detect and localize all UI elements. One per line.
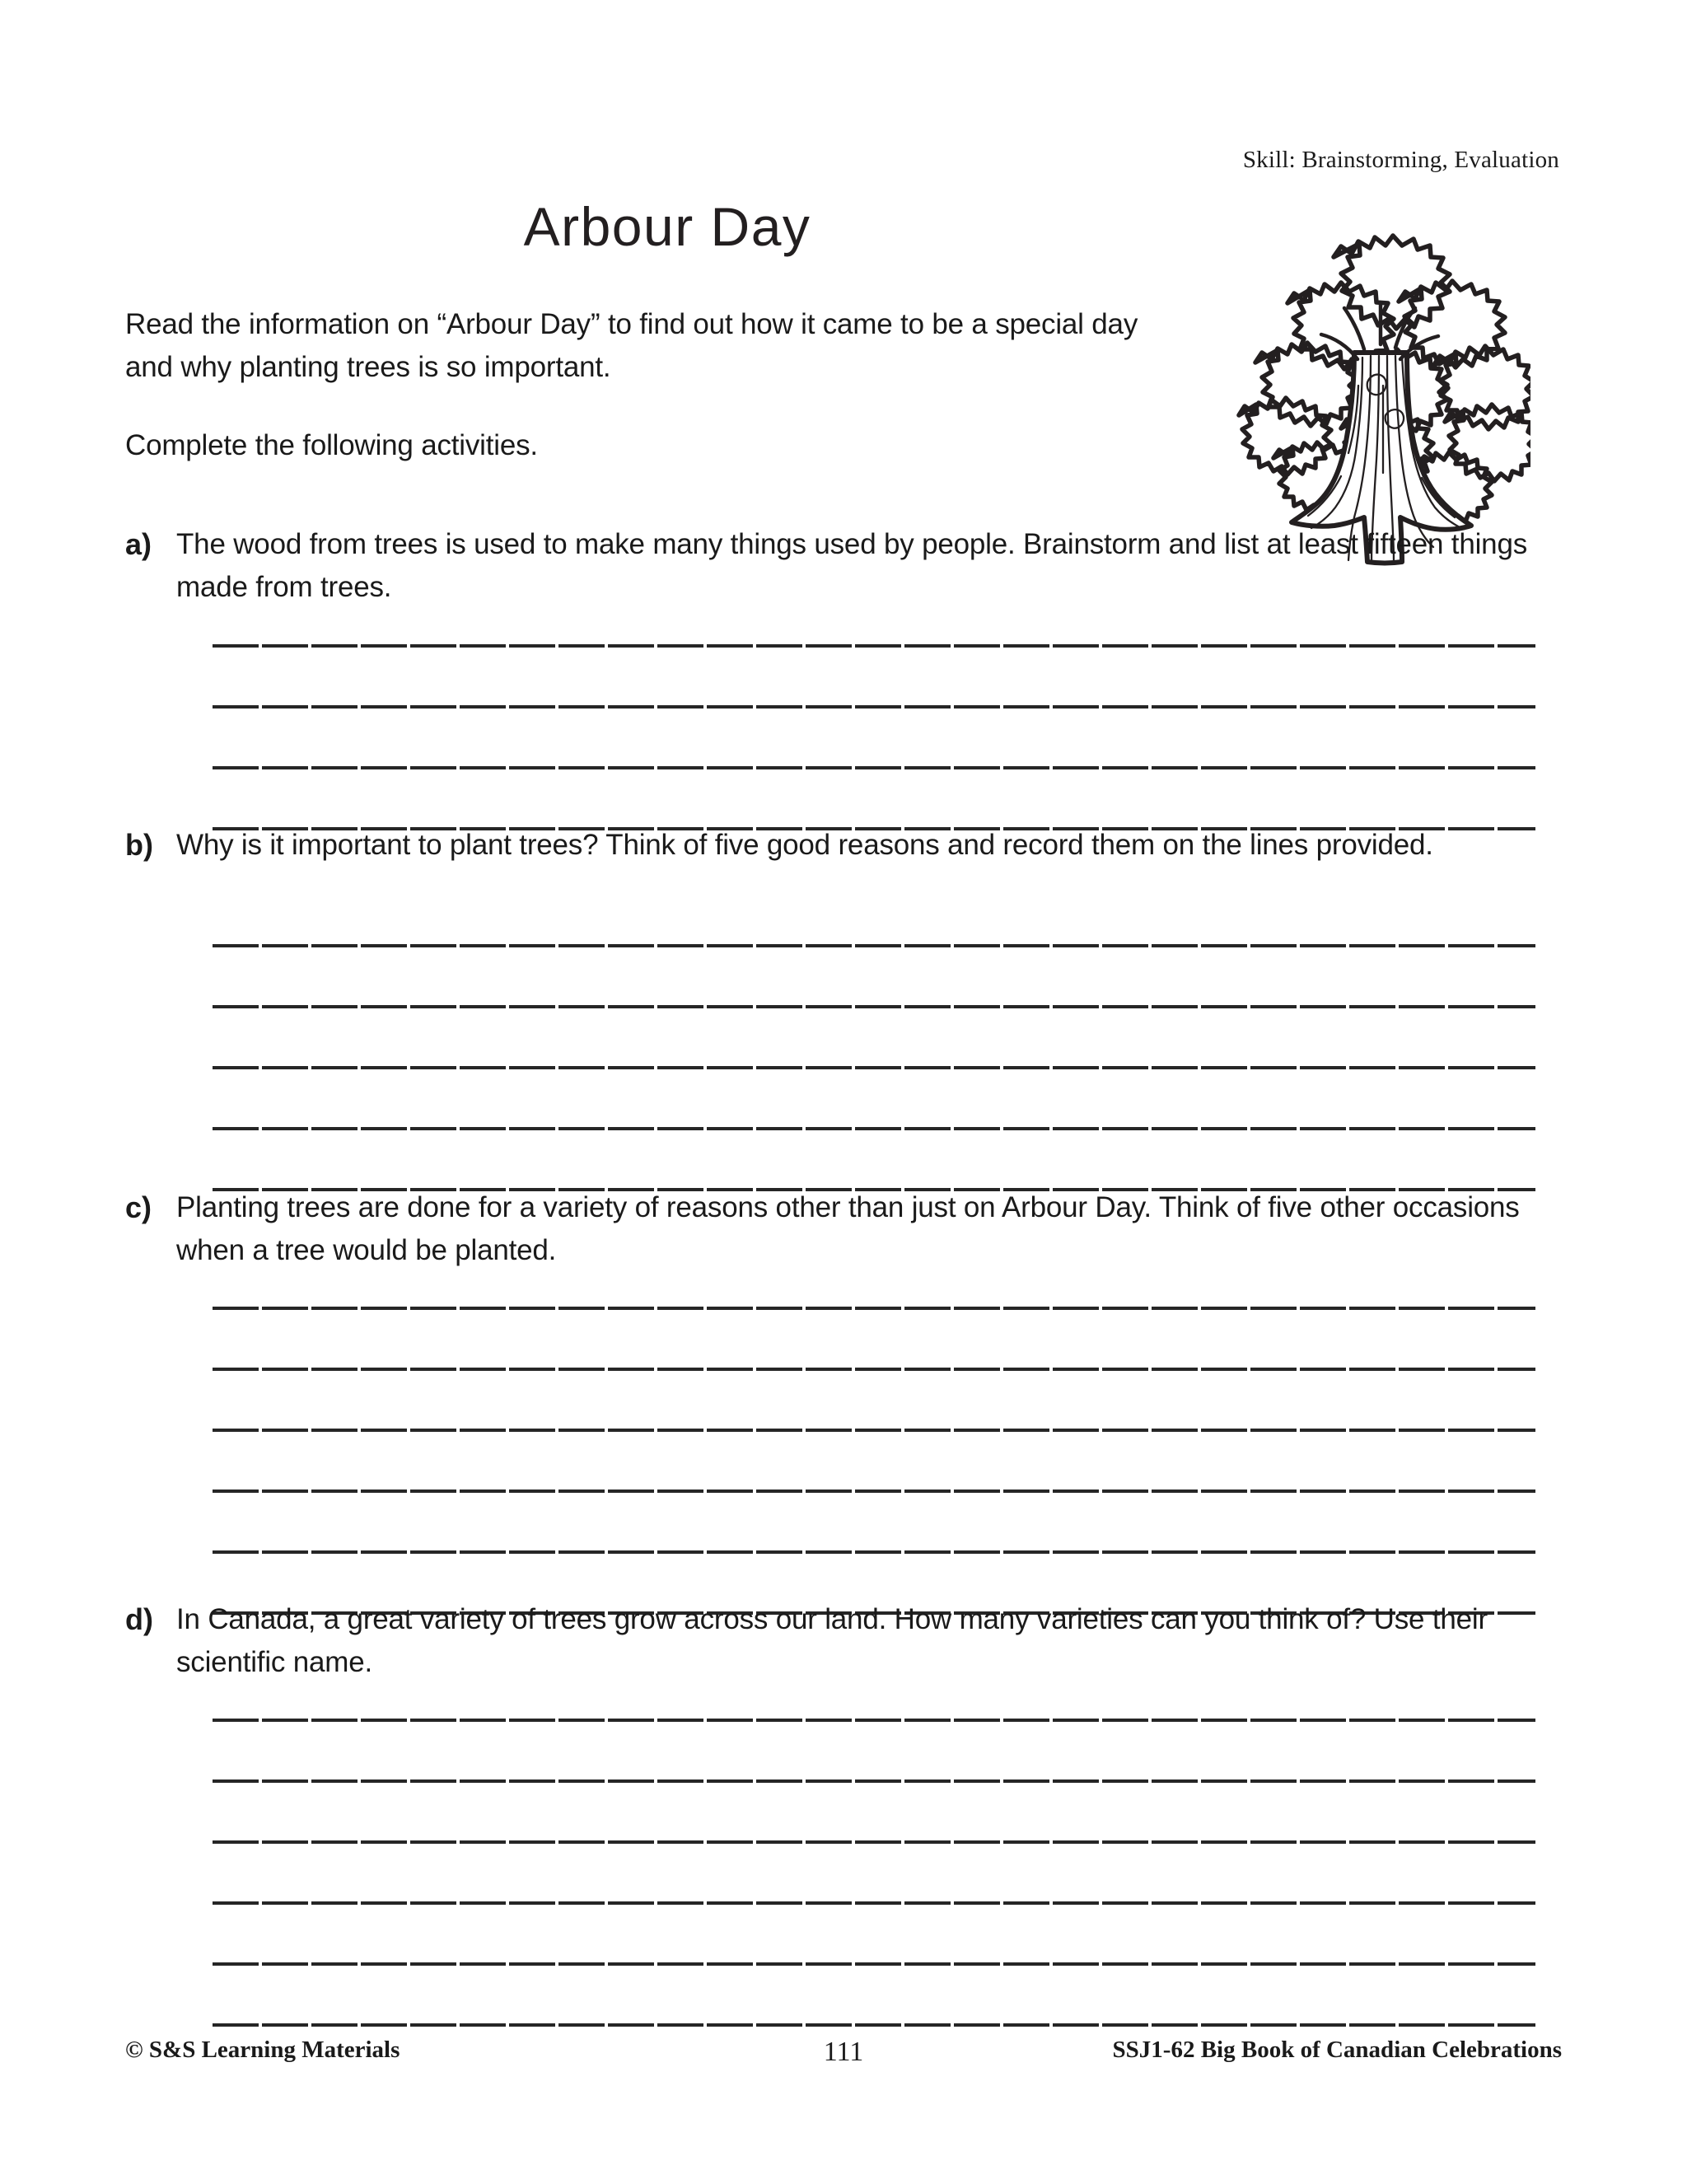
answer-line[interactable] [213, 1905, 1535, 1966]
answer-line[interactable] [213, 648, 1535, 709]
answer-line[interactable] [213, 1722, 1535, 1783]
question-c-label: c) [125, 1190, 152, 1224]
question-d-label: d) [125, 1602, 153, 1636]
answer-line[interactable] [213, 1966, 1535, 2027]
answer-lines-a[interactable] [213, 587, 1535, 830]
answer-line[interactable] [213, 1130, 1535, 1191]
question-d-text: In Canada, a great variety of trees grow across our land. How many varieties can you think of? Use their scientific name. [176, 1603, 1488, 1678]
skill-line: Skill: Brainstorming, Evaluation [1242, 147, 1559, 173]
footer-copyright: © S&S Learning Materials [125, 2037, 400, 2063]
answer-line[interactable] [213, 1844, 1535, 1905]
answer-line[interactable] [213, 1493, 1535, 1554]
question-b-label: b) [125, 828, 153, 862]
answer-line[interactable] [213, 1783, 1535, 1844]
answer-line[interactable] [213, 1432, 1535, 1493]
answer-line[interactable] [213, 1310, 1535, 1371]
answer-line[interactable] [213, 1661, 1535, 1722]
answer-line[interactable] [213, 587, 1535, 648]
question-a-text: The wood from trees is used to make many things used by people. Brainstorm and list at least fifteen things made from trees. [176, 528, 1528, 603]
answer-lines-c[interactable] [213, 1249, 1535, 1615]
answer-line[interactable] [213, 947, 1535, 1008]
tree-illustration [1209, 221, 1530, 575]
footer-source: SSJ1-62 Big Book of Canadian Celebrations [1112, 2037, 1562, 2063]
answer-lines-d[interactable] [213, 1661, 1535, 2027]
answer-line[interactable] [213, 769, 1535, 830]
answer-line[interactable] [213, 1008, 1535, 1069]
question-b-text: Why is it important to plant trees? Think of five good reasons and record them on the lines provided. [176, 829, 1433, 861]
page-footer [125, 2037, 1562, 2067]
question-c-text: Planting trees are done for a variety of reasons other than just on Arbour Day. Think of five other occasions when a tree would be planted. [176, 1191, 1520, 1266]
question-b [125, 824, 1550, 867]
intro-paragraph: Read the information on “Arbour Day” to find out how it came to be a special day and why planting trees is so important. [125, 308, 1138, 383]
answer-line[interactable] [213, 709, 1535, 769]
question-b-head [125, 824, 1550, 867]
page-title: Arbour Day [523, 196, 811, 257]
instructions-line: Complete the following activities. [125, 429, 538, 461]
answer-line[interactable] [213, 886, 1535, 947]
answer-lines-b[interactable] [213, 886, 1535, 1191]
rule-dash [213, 2023, 1535, 2027]
answer-line[interactable] [213, 1371, 1535, 1432]
footer-page-number: 111 [823, 2037, 864, 2067]
answer-line[interactable] [213, 1069, 1535, 1130]
question-a-label: a) [125, 527, 152, 561]
answer-line[interactable] [213, 1249, 1535, 1310]
